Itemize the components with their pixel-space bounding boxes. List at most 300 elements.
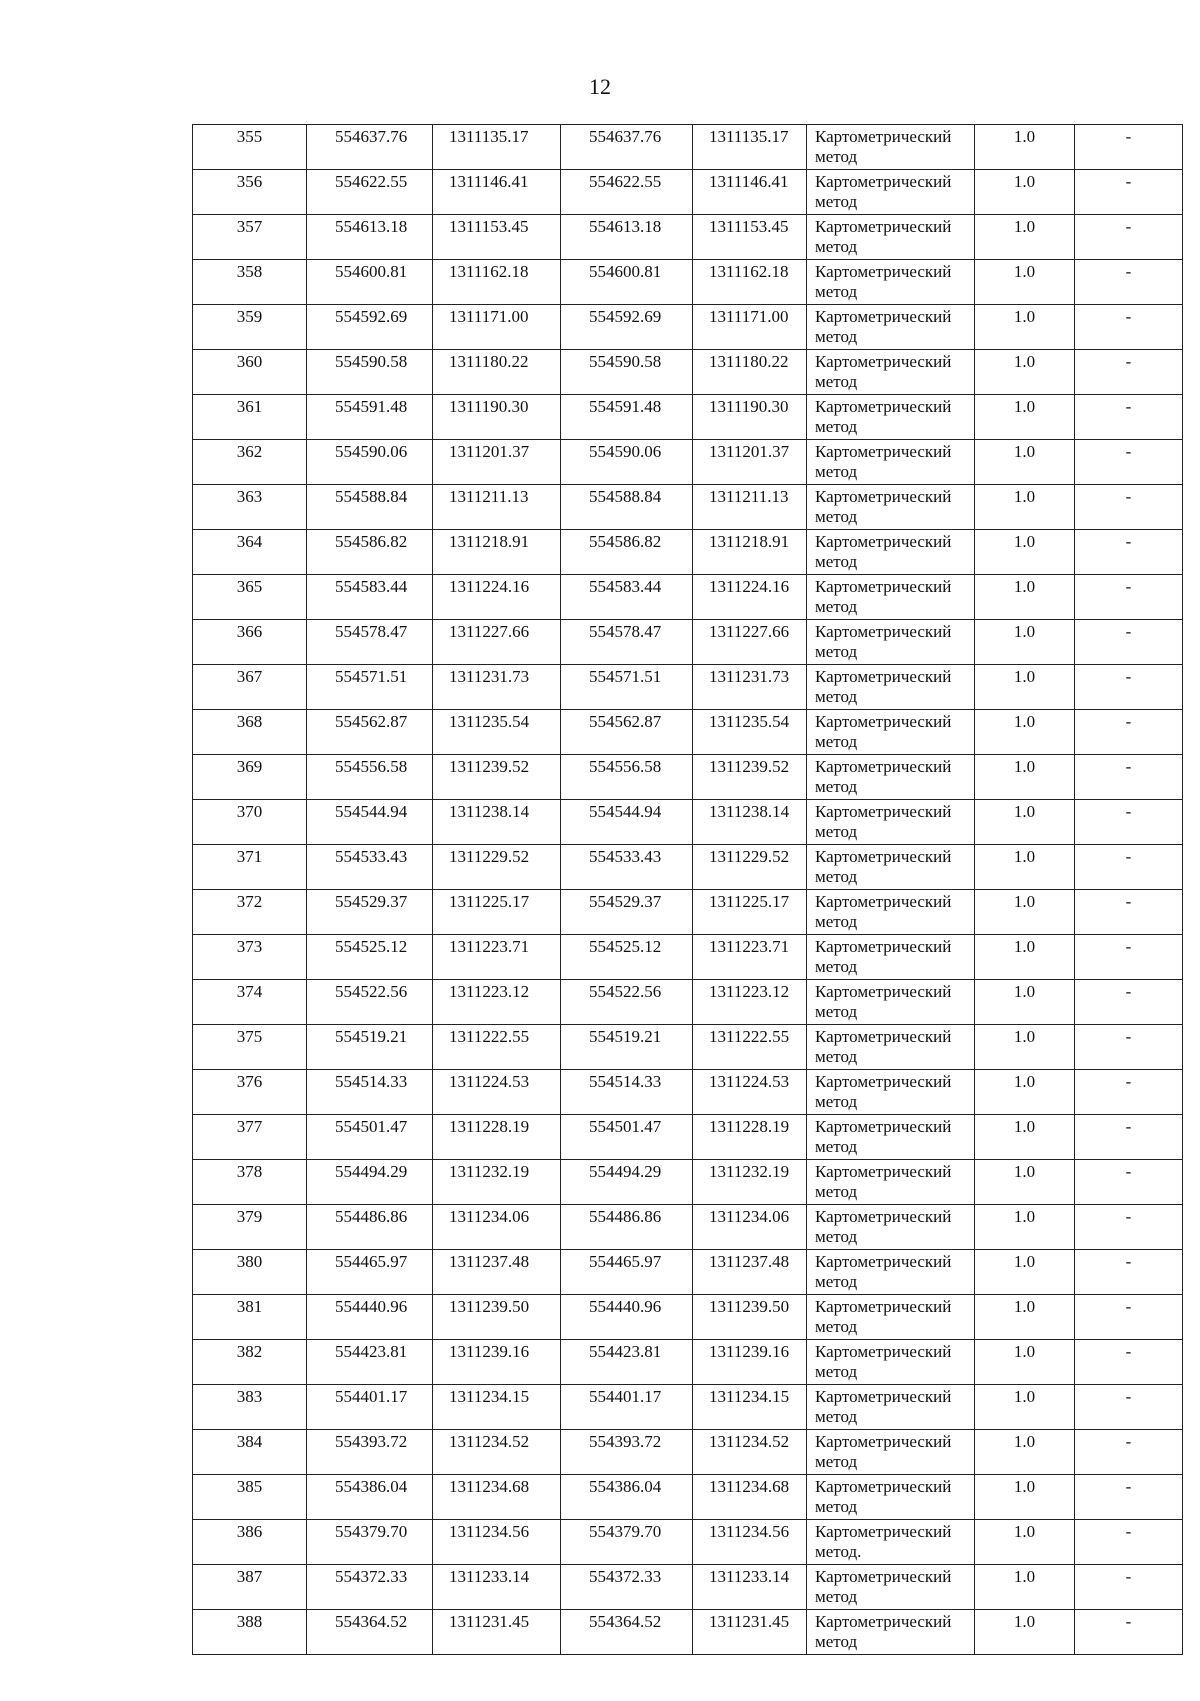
method-label: Картометрический (815, 487, 952, 506)
x-new-cell: 554583.44 (561, 575, 693, 620)
method-label-continued: метод (815, 1497, 858, 1516)
y-existing-cell: 1311239.16 (433, 1340, 561, 1385)
x-existing-cell: 554529.37 (307, 890, 433, 935)
method-label: Картометрический (815, 307, 952, 326)
x-new-cell: 554519.21 (561, 1025, 693, 1070)
method-cell (807, 1160, 975, 1205)
accuracy-cell: 1.0 (975, 1610, 1075, 1655)
table-row (193, 845, 1183, 890)
method-label-continued: метод (815, 822, 858, 841)
y-existing-cell: 1311171.00 (433, 305, 561, 350)
method-label-continued: метод (815, 327, 858, 346)
method-label: Картометрический (815, 1207, 952, 1226)
method-cell (807, 170, 975, 215)
x-existing-cell: 554423.81 (307, 1340, 433, 1385)
method-label: Картометрический (815, 1252, 952, 1271)
x-new-cell: 554544.94 (561, 800, 693, 845)
x-existing-cell: 554583.44 (307, 575, 433, 620)
y-existing-cell: 1311180.22 (433, 350, 561, 395)
description-cell: - (1075, 1115, 1183, 1160)
method-label: Картометрический (815, 802, 952, 821)
point-number-cell: 382 (193, 1340, 307, 1385)
accuracy-cell: 1.0 (975, 1565, 1075, 1610)
method-cell (807, 890, 975, 935)
accuracy-cell: 1.0 (975, 1295, 1075, 1340)
x-existing-cell: 554637.76 (307, 125, 433, 170)
table-row (193, 125, 1183, 170)
method-label: Картометрический (815, 442, 952, 461)
description-cell: - (1075, 755, 1183, 800)
y-new-cell: 1311239.16 (693, 1340, 807, 1385)
point-number-cell: 364 (193, 530, 307, 575)
x-existing-cell: 554386.04 (307, 1475, 433, 1520)
point-number-cell: 375 (193, 1025, 307, 1070)
y-existing-cell: 1311239.52 (433, 755, 561, 800)
y-new-cell: 1311231.73 (693, 665, 807, 710)
method-label: Картометрический (815, 1117, 952, 1136)
y-new-cell: 1311171.00 (693, 305, 807, 350)
description-cell: - (1075, 1430, 1183, 1475)
x-new-cell: 554637.76 (561, 125, 693, 170)
point-number-cell: 387 (193, 1565, 307, 1610)
table-row (193, 350, 1183, 395)
description-cell: - (1075, 1295, 1183, 1340)
y-new-cell: 1311239.50 (693, 1295, 807, 1340)
y-new-cell: 1311238.14 (693, 800, 807, 845)
table-row (193, 1025, 1183, 1070)
y-new-cell: 1311224.53 (693, 1070, 807, 1115)
y-existing-cell: 1311234.52 (433, 1430, 561, 1475)
method-label: Картометрический (815, 1522, 952, 1541)
accuracy-cell: 1.0 (975, 935, 1075, 980)
x-existing-cell: 554613.18 (307, 215, 433, 260)
y-new-cell: 1311239.52 (693, 755, 807, 800)
table-row (193, 1565, 1183, 1610)
table-row (193, 440, 1183, 485)
method-cell (807, 1205, 975, 1250)
x-new-cell: 554522.56 (561, 980, 693, 1025)
method-label: Картометрический (815, 982, 952, 1001)
method-label: Картометрический (815, 712, 952, 731)
method-label-continued: метод (815, 417, 858, 436)
table-row (193, 1340, 1183, 1385)
y-existing-cell: 1311231.45 (433, 1610, 561, 1655)
accuracy-cell: 1.0 (975, 260, 1075, 305)
x-existing-cell: 554379.70 (307, 1520, 433, 1565)
method-cell (807, 440, 975, 485)
coordinates-table (192, 124, 1183, 1655)
table-row (193, 575, 1183, 620)
method-label-continued: метод (815, 192, 858, 211)
y-new-cell: 1311234.68 (693, 1475, 807, 1520)
table-row (193, 1430, 1183, 1475)
point-number-cell: 370 (193, 800, 307, 845)
accuracy-cell: 1.0 (975, 1160, 1075, 1205)
x-new-cell: 554622.55 (561, 170, 693, 215)
y-existing-cell: 1311224.16 (433, 575, 561, 620)
description-cell: - (1075, 305, 1183, 350)
description-cell: - (1075, 1340, 1183, 1385)
x-existing-cell: 554562.87 (307, 710, 433, 755)
point-number-cell: 363 (193, 485, 307, 530)
x-new-cell: 554590.06 (561, 440, 693, 485)
method-cell (807, 755, 975, 800)
method-label-continued: метод (815, 597, 858, 616)
x-new-cell: 554386.04 (561, 1475, 693, 1520)
method-cell (807, 1520, 975, 1565)
description-cell: - (1075, 980, 1183, 1025)
method-label-continued: метод (815, 732, 858, 751)
accuracy-cell: 1.0 (975, 1475, 1075, 1520)
method-label-continued: метод (815, 687, 858, 706)
y-new-cell: 1311233.14 (693, 1565, 807, 1610)
table-row (193, 620, 1183, 665)
y-existing-cell: 1311153.45 (433, 215, 561, 260)
accuracy-cell: 1.0 (975, 800, 1075, 845)
description-cell: - (1075, 665, 1183, 710)
table-row (193, 800, 1183, 845)
description-cell: - (1075, 1070, 1183, 1115)
x-existing-cell: 554364.52 (307, 1610, 433, 1655)
description-cell: - (1075, 800, 1183, 845)
x-new-cell: 554591.48 (561, 395, 693, 440)
method-label-continued: метод (815, 1317, 858, 1336)
page-number: 12 (589, 74, 611, 99)
table-row (193, 215, 1183, 260)
x-existing-cell: 554514.33 (307, 1070, 433, 1115)
y-new-cell: 1311234.15 (693, 1385, 807, 1430)
x-existing-cell: 554440.96 (307, 1295, 433, 1340)
point-number-cell: 366 (193, 620, 307, 665)
accuracy-cell: 1.0 (975, 1025, 1075, 1070)
method-label-continued: метод (815, 1092, 858, 1111)
y-existing-cell: 1311234.68 (433, 1475, 561, 1520)
method-label: Картометрический (815, 532, 952, 551)
table-row (193, 1115, 1183, 1160)
method-label: Картометрический (815, 1162, 952, 1181)
point-number-cell: 378 (193, 1160, 307, 1205)
accuracy-cell: 1.0 (975, 1385, 1075, 1430)
method-cell (807, 710, 975, 755)
x-new-cell: 554393.72 (561, 1430, 693, 1475)
x-existing-cell: 554600.81 (307, 260, 433, 305)
method-label: Картометрический (815, 847, 952, 866)
method-label: Картометрический (815, 1612, 952, 1631)
method-label: Картометрический (815, 622, 952, 641)
method-label-continued: метод (815, 1002, 858, 1021)
x-existing-cell: 554622.55 (307, 170, 433, 215)
method-label: Картометрический (815, 127, 952, 146)
method-label: Картометрический (815, 892, 952, 911)
x-existing-cell: 554556.58 (307, 755, 433, 800)
accuracy-cell: 1.0 (975, 530, 1075, 575)
point-number-cell: 373 (193, 935, 307, 980)
y-existing-cell: 1311223.12 (433, 980, 561, 1025)
method-label-continued: метод (815, 372, 858, 391)
description-cell: - (1075, 440, 1183, 485)
x-new-cell: 554578.47 (561, 620, 693, 665)
method-label-continued: метод (815, 1137, 858, 1156)
x-new-cell: 554600.81 (561, 260, 693, 305)
accuracy-cell: 1.0 (975, 170, 1075, 215)
table-row (193, 755, 1183, 800)
method-label: Картометрический (815, 352, 952, 371)
method-cell (807, 485, 975, 530)
accuracy-cell: 1.0 (975, 710, 1075, 755)
method-label: Картометрический (815, 172, 952, 191)
x-new-cell: 554556.58 (561, 755, 693, 800)
point-number-cell: 377 (193, 1115, 307, 1160)
method-cell (807, 935, 975, 980)
method-label-continued: метод (815, 1632, 858, 1651)
point-number-cell: 379 (193, 1205, 307, 1250)
accuracy-cell: 1.0 (975, 845, 1075, 890)
x-new-cell: 554486.86 (561, 1205, 693, 1250)
y-existing-cell: 1311231.73 (433, 665, 561, 710)
point-number-cell: 356 (193, 170, 307, 215)
description-cell: - (1075, 1565, 1183, 1610)
description-cell: - (1075, 1610, 1183, 1655)
y-existing-cell: 1311234.06 (433, 1205, 561, 1250)
x-new-cell: 554514.33 (561, 1070, 693, 1115)
method-label-continued: метод (815, 552, 858, 571)
x-existing-cell: 554544.94 (307, 800, 433, 845)
y-new-cell: 1311190.30 (693, 395, 807, 440)
y-new-cell: 1311218.91 (693, 530, 807, 575)
y-existing-cell: 1311227.66 (433, 620, 561, 665)
description-cell: - (1075, 1475, 1183, 1520)
accuracy-cell: 1.0 (975, 305, 1075, 350)
y-new-cell: 1311227.66 (693, 620, 807, 665)
method-label-continued: метод (815, 1407, 858, 1426)
description-cell: - (1075, 1385, 1183, 1430)
point-number-cell: 385 (193, 1475, 307, 1520)
point-number-cell: 371 (193, 845, 307, 890)
accuracy-cell: 1.0 (975, 665, 1075, 710)
y-new-cell: 1311232.19 (693, 1160, 807, 1205)
table-body (193, 125, 1183, 1655)
table-row (193, 935, 1183, 980)
point-number-cell: 369 (193, 755, 307, 800)
method-label-continued: метод (815, 1047, 858, 1066)
x-new-cell: 554379.70 (561, 1520, 693, 1565)
accuracy-cell: 1.0 (975, 1430, 1075, 1475)
y-new-cell: 1311224.16 (693, 575, 807, 620)
table-row (193, 665, 1183, 710)
table-row (193, 530, 1183, 575)
method-label: Картометрический (815, 577, 952, 596)
x-existing-cell: 554525.12 (307, 935, 433, 980)
method-label-continued: метод (815, 147, 858, 166)
x-existing-cell: 554578.47 (307, 620, 433, 665)
method-label: Картометрический (815, 757, 952, 776)
y-existing-cell: 1311238.14 (433, 800, 561, 845)
table-row (193, 980, 1183, 1025)
y-new-cell: 1311153.45 (693, 215, 807, 260)
y-existing-cell: 1311135.17 (433, 125, 561, 170)
method-cell (807, 1475, 975, 1520)
x-existing-cell: 554590.06 (307, 440, 433, 485)
method-label-continued: метод (815, 1272, 858, 1291)
table-row (193, 1385, 1183, 1430)
x-new-cell: 554592.69 (561, 305, 693, 350)
method-cell (807, 620, 975, 665)
point-number-cell: 388 (193, 1610, 307, 1655)
method-label-continued: метод (815, 507, 858, 526)
method-label-continued: метод (815, 462, 858, 481)
table-row (193, 1070, 1183, 1115)
method-label-continued: метод (815, 1227, 858, 1246)
method-cell (807, 575, 975, 620)
point-number-cell: 386 (193, 1520, 307, 1565)
x-new-cell: 554465.97 (561, 1250, 693, 1295)
method-cell (807, 350, 975, 395)
x-existing-cell: 554494.29 (307, 1160, 433, 1205)
description-cell: - (1075, 710, 1183, 755)
x-existing-cell: 554372.33 (307, 1565, 433, 1610)
method-label-continued: метод (815, 912, 858, 931)
method-label-continued: метод (815, 957, 858, 976)
accuracy-cell: 1.0 (975, 1250, 1075, 1295)
y-existing-cell: 1311232.19 (433, 1160, 561, 1205)
table-row (193, 1160, 1183, 1205)
x-new-cell: 554562.87 (561, 710, 693, 755)
x-new-cell: 554525.12 (561, 935, 693, 980)
method-cell (807, 305, 975, 350)
description-cell: - (1075, 1250, 1183, 1295)
method-label-continued: метод. (815, 1542, 862, 1561)
y-existing-cell: 1311162.18 (433, 260, 561, 305)
accuracy-cell: 1.0 (975, 125, 1075, 170)
accuracy-cell: 1.0 (975, 350, 1075, 395)
method-cell (807, 1430, 975, 1475)
y-new-cell: 1311211.13 (693, 485, 807, 530)
description-cell: - (1075, 1205, 1183, 1250)
method-label: Картометрический (815, 1477, 952, 1496)
method-cell (807, 260, 975, 305)
description-cell: - (1075, 125, 1183, 170)
point-number-cell: 357 (193, 215, 307, 260)
method-label-continued: метод (815, 867, 858, 886)
method-label: Картометрический (815, 397, 952, 416)
accuracy-cell: 1.0 (975, 215, 1075, 260)
table-row (193, 1475, 1183, 1520)
point-number-cell: 376 (193, 1070, 307, 1115)
y-new-cell: 1311235.54 (693, 710, 807, 755)
y-new-cell: 1311223.71 (693, 935, 807, 980)
method-cell (807, 1340, 975, 1385)
accuracy-cell: 1.0 (975, 1115, 1075, 1160)
x-existing-cell: 554571.51 (307, 665, 433, 710)
x-new-cell: 554501.47 (561, 1115, 693, 1160)
y-existing-cell: 1311235.54 (433, 710, 561, 755)
table-row (193, 710, 1183, 755)
x-existing-cell: 554401.17 (307, 1385, 433, 1430)
x-existing-cell: 554465.97 (307, 1250, 433, 1295)
x-new-cell: 554613.18 (561, 215, 693, 260)
accuracy-cell: 1.0 (975, 575, 1075, 620)
point-number-cell: 380 (193, 1250, 307, 1295)
x-new-cell: 554590.58 (561, 350, 693, 395)
method-cell (807, 125, 975, 170)
table-row (193, 485, 1183, 530)
method-label-continued: метод (815, 1362, 858, 1381)
point-number-cell: 367 (193, 665, 307, 710)
x-existing-cell: 554522.56 (307, 980, 433, 1025)
accuracy-cell: 1.0 (975, 395, 1075, 440)
y-existing-cell: 1311222.55 (433, 1025, 561, 1070)
y-new-cell: 1311237.48 (693, 1250, 807, 1295)
y-new-cell: 1311146.41 (693, 170, 807, 215)
method-cell (807, 1295, 975, 1340)
accuracy-cell: 1.0 (975, 755, 1075, 800)
y-new-cell: 1311229.52 (693, 845, 807, 890)
x-new-cell: 554588.84 (561, 485, 693, 530)
description-cell: - (1075, 1520, 1183, 1565)
point-number-cell: 372 (193, 890, 307, 935)
x-existing-cell: 554486.86 (307, 1205, 433, 1250)
method-label: Картометрический (815, 1027, 952, 1046)
method-cell (807, 1610, 975, 1655)
y-new-cell: 1311223.12 (693, 980, 807, 1025)
accuracy-cell: 1.0 (975, 890, 1075, 935)
description-cell: - (1075, 260, 1183, 305)
method-label-continued: метод (815, 777, 858, 796)
y-existing-cell: 1311233.14 (433, 1565, 561, 1610)
y-existing-cell: 1311146.41 (433, 170, 561, 215)
method-label: Картометрический (815, 1297, 952, 1316)
y-new-cell: 1311222.55 (693, 1025, 807, 1070)
y-existing-cell: 1311190.30 (433, 395, 561, 440)
x-existing-cell: 554519.21 (307, 1025, 433, 1070)
method-cell (807, 800, 975, 845)
point-number-cell: 374 (193, 980, 307, 1025)
point-number-cell: 360 (193, 350, 307, 395)
table-row (193, 170, 1183, 215)
point-number-cell: 365 (193, 575, 307, 620)
method-cell (807, 215, 975, 260)
accuracy-cell: 1.0 (975, 620, 1075, 665)
y-new-cell: 1311234.06 (693, 1205, 807, 1250)
y-new-cell: 1311135.17 (693, 125, 807, 170)
description-cell: - (1075, 530, 1183, 575)
point-number-cell: 361 (193, 395, 307, 440)
description-cell: - (1075, 350, 1183, 395)
x-new-cell: 554440.96 (561, 1295, 693, 1340)
method-cell (807, 665, 975, 710)
y-new-cell: 1311201.37 (693, 440, 807, 485)
x-existing-cell: 554588.84 (307, 485, 433, 530)
description-cell: - (1075, 215, 1183, 260)
y-new-cell: 1311234.56 (693, 1520, 807, 1565)
point-number-cell: 362 (193, 440, 307, 485)
y-new-cell: 1311231.45 (693, 1610, 807, 1655)
method-cell (807, 530, 975, 575)
y-new-cell: 1311180.22 (693, 350, 807, 395)
y-existing-cell: 1311237.48 (433, 1250, 561, 1295)
point-number-cell: 358 (193, 260, 307, 305)
accuracy-cell: 1.0 (975, 1070, 1075, 1115)
method-label-continued: метод (815, 1587, 858, 1606)
y-existing-cell: 1311225.17 (433, 890, 561, 935)
x-existing-cell: 554501.47 (307, 1115, 433, 1160)
description-cell: - (1075, 1160, 1183, 1205)
method-cell (807, 395, 975, 440)
y-existing-cell: 1311224.53 (433, 1070, 561, 1115)
y-existing-cell: 1311218.91 (433, 530, 561, 575)
point-number-cell: 383 (193, 1385, 307, 1430)
method-label-continued: метод (815, 1182, 858, 1201)
